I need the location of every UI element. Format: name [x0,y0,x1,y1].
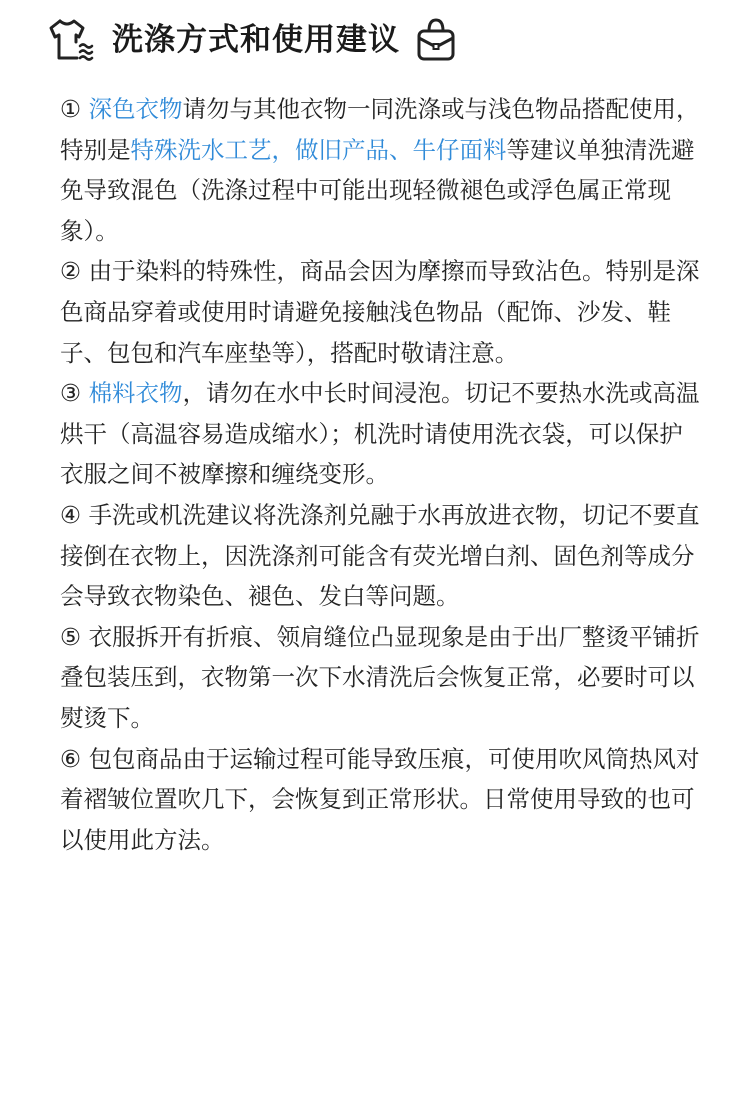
item-text: 衣服拆开有折痕、领肩缝位凸显现象是由于出厂整烫平铺折叠包装压到，衣物第一次下水清洗后会恢复正常，必要时可以熨烫下。 [60,622,700,732]
list-item [60,251,700,373]
highlight-text: 深色衣物 [88,95,183,123]
section-header [48,14,458,66]
instructions-body [60,89,700,860]
item-text: 请勿与其他衣物一同洗涤或与浅色物品搭配使用，特别是 [60,95,700,164]
item-marker: ① [60,95,82,123]
item-text: 手洗或机洗建议将洗涤剂兑融于水再放进衣物，切记不要直接倒在衣物上，因洗涤剂可能含有荧光增白剂、固色剂等成分会导致衣物染色、褪色、发白等问题。 [60,500,700,611]
item-marker: ③ [60,379,82,408]
item-text: ，请勿在水中长时间浸泡。切记不要热水洗或高温烘干（高温容易造成缩水）；机洗时请使用洗衣袋，可以保护衣服之间不被摩擦和缠绕变形。 [60,379,700,489]
item-marker: ⑤ [60,622,82,651]
list-item [60,617,700,739]
highlight-text: 棉料衣物 [88,379,183,408]
highlight-text: 特殊洗水工艺，做旧产品、牛仔面料 [130,135,507,164]
item-text: 等建议单独清洗避免导致混色（洗涤过程中可能出现轻微褪色或浮色属正常现象）。 [60,135,695,245]
page-title: 洗涤方式和使用建议 [112,22,400,58]
list-item [60,739,700,861]
list-item [60,89,700,251]
item-marker: ⑥ [60,744,82,773]
item-marker: ④ [60,500,82,529]
item-marker: ② [60,257,82,286]
list-item [60,495,700,617]
list-item [60,373,700,495]
item-text: 包包商品由于运输过程可能导致压痕，可使用吹风筒热风对着褶皱位置吹几下，会恢复到正常形状。日常使用导致的也可以使用此方法。 [60,744,700,854]
tshirt-wash-icon [48,18,98,62]
item-text: 由于染料的特殊性，商品会因为摩擦而导致沾色。特别是深色商品穿着或使用时请避免接触浅色物品（配饰、沙发、鞋子、包包和汽车座垫等），搭配时敬请注意。 [60,257,700,367]
handbag-icon [414,16,458,64]
